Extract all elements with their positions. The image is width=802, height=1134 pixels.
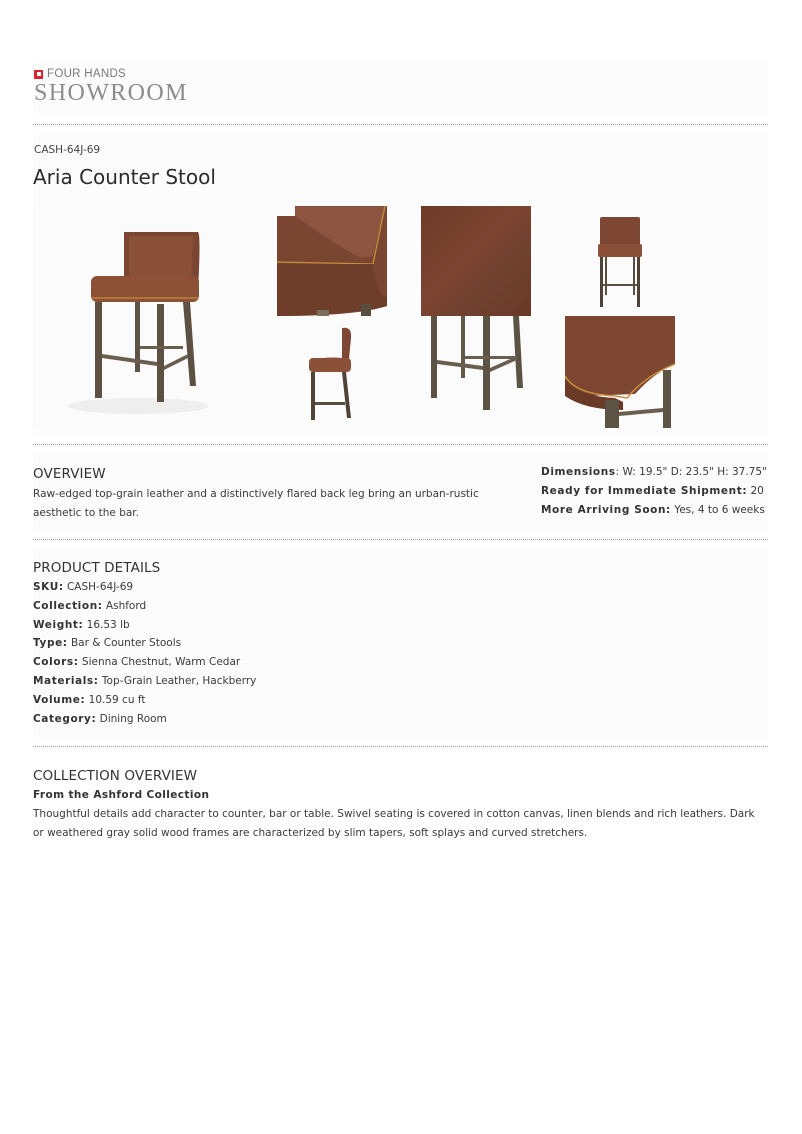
product-image-main xyxy=(33,206,255,428)
detail-row-volume xyxy=(33,691,433,710)
product-title: Aria Counter Stool xyxy=(33,165,216,189)
divider xyxy=(33,539,768,540)
overview-text: Raw-edged top-grain leather and a distinctively flared back leg bring an urban-rustic aesthetic to the bar. xyxy=(33,488,479,519)
collection-overview-section xyxy=(33,768,768,843)
detail-label: Volume: xyxy=(33,693,86,706)
detail-label: Type: xyxy=(33,637,68,650)
product-image-front-view xyxy=(565,206,675,316)
detail-row-sku xyxy=(33,578,433,597)
specs-section xyxy=(541,463,771,520)
dimensions-label: Dimensions xyxy=(541,466,616,478)
detail-label: Weight: xyxy=(33,618,84,631)
brand-name-bottom: SHOWROOM xyxy=(34,80,188,106)
ready-shipment-label: Ready for Immediate Shipment: xyxy=(541,485,748,497)
product-details-heading: PRODUCT DETAILS xyxy=(33,560,161,576)
detail-label: Colors: xyxy=(33,656,79,669)
detail-row-category xyxy=(33,710,433,729)
detail-value: CASH-64J-69 xyxy=(63,581,134,593)
ready-shipment-row xyxy=(541,482,771,501)
detail-label: Category: xyxy=(33,712,97,725)
detail-value: Sienna Chestnut, Warm Cedar xyxy=(78,656,241,669)
detail-row-colors xyxy=(33,653,433,672)
detail-label: Materials: xyxy=(33,674,99,687)
product-details-section xyxy=(33,560,433,728)
detail-value: Top-Grain Leather, Hackberry xyxy=(98,674,257,687)
divider xyxy=(33,746,768,747)
detail-row-weight xyxy=(33,616,433,635)
detail-row-type xyxy=(33,634,433,653)
collection-heading: COLLECTION OVERVIEW xyxy=(33,768,198,784)
brand-name-top: FOUR HANDS xyxy=(47,68,127,80)
product-image-seat-edge-detail xyxy=(565,316,675,428)
product-sku: CASH-64J-69 xyxy=(34,144,101,156)
overview-section xyxy=(33,466,513,523)
detail-value: 10.59 cu ft xyxy=(85,693,146,706)
ready-shipment-value: 20 xyxy=(747,485,764,497)
detail-row-collection xyxy=(33,597,433,616)
collection-subheading: From the Ashford Collection xyxy=(33,789,210,801)
detail-value: Dining Room xyxy=(96,712,167,725)
collection-text: Thoughtful details add character to counter, bar or table. Swivel seating is covered in cotton canvas, linen blends and rich leathers. Dark or weathered gray solid wood frames are characterized by slim tapers, soft splays and curved stretchers. xyxy=(33,808,755,839)
divider xyxy=(33,124,768,125)
arriving-soon-value: Yes, 4 to 6 weeks xyxy=(670,504,765,516)
dimensions-value: : W: 19.5" D: 23.5" H: 37.75" xyxy=(615,466,767,478)
product-gallery xyxy=(33,206,768,428)
detail-label: SKU: xyxy=(33,581,64,593)
product-image-legs-closeup xyxy=(421,316,531,428)
detail-value: Ashford xyxy=(102,599,147,612)
brand-logo xyxy=(34,68,188,105)
detail-value: 16.53 lb xyxy=(83,618,130,631)
product-image-side-view xyxy=(262,318,387,428)
product-image-seat-closeup xyxy=(277,206,387,316)
product-image-leather-texture xyxy=(421,206,531,316)
divider xyxy=(33,444,768,445)
arriving-soon-label: More Arriving Soon: xyxy=(541,504,671,516)
overview-heading: OVERVIEW xyxy=(33,466,106,482)
detail-label: Collection: xyxy=(33,599,103,612)
detail-value: Bar & Counter Stools xyxy=(67,637,182,650)
brand-square-icon xyxy=(34,70,43,79)
arriving-soon-row xyxy=(541,501,771,520)
detail-row-materials xyxy=(33,672,433,691)
dimensions-row xyxy=(541,463,771,482)
